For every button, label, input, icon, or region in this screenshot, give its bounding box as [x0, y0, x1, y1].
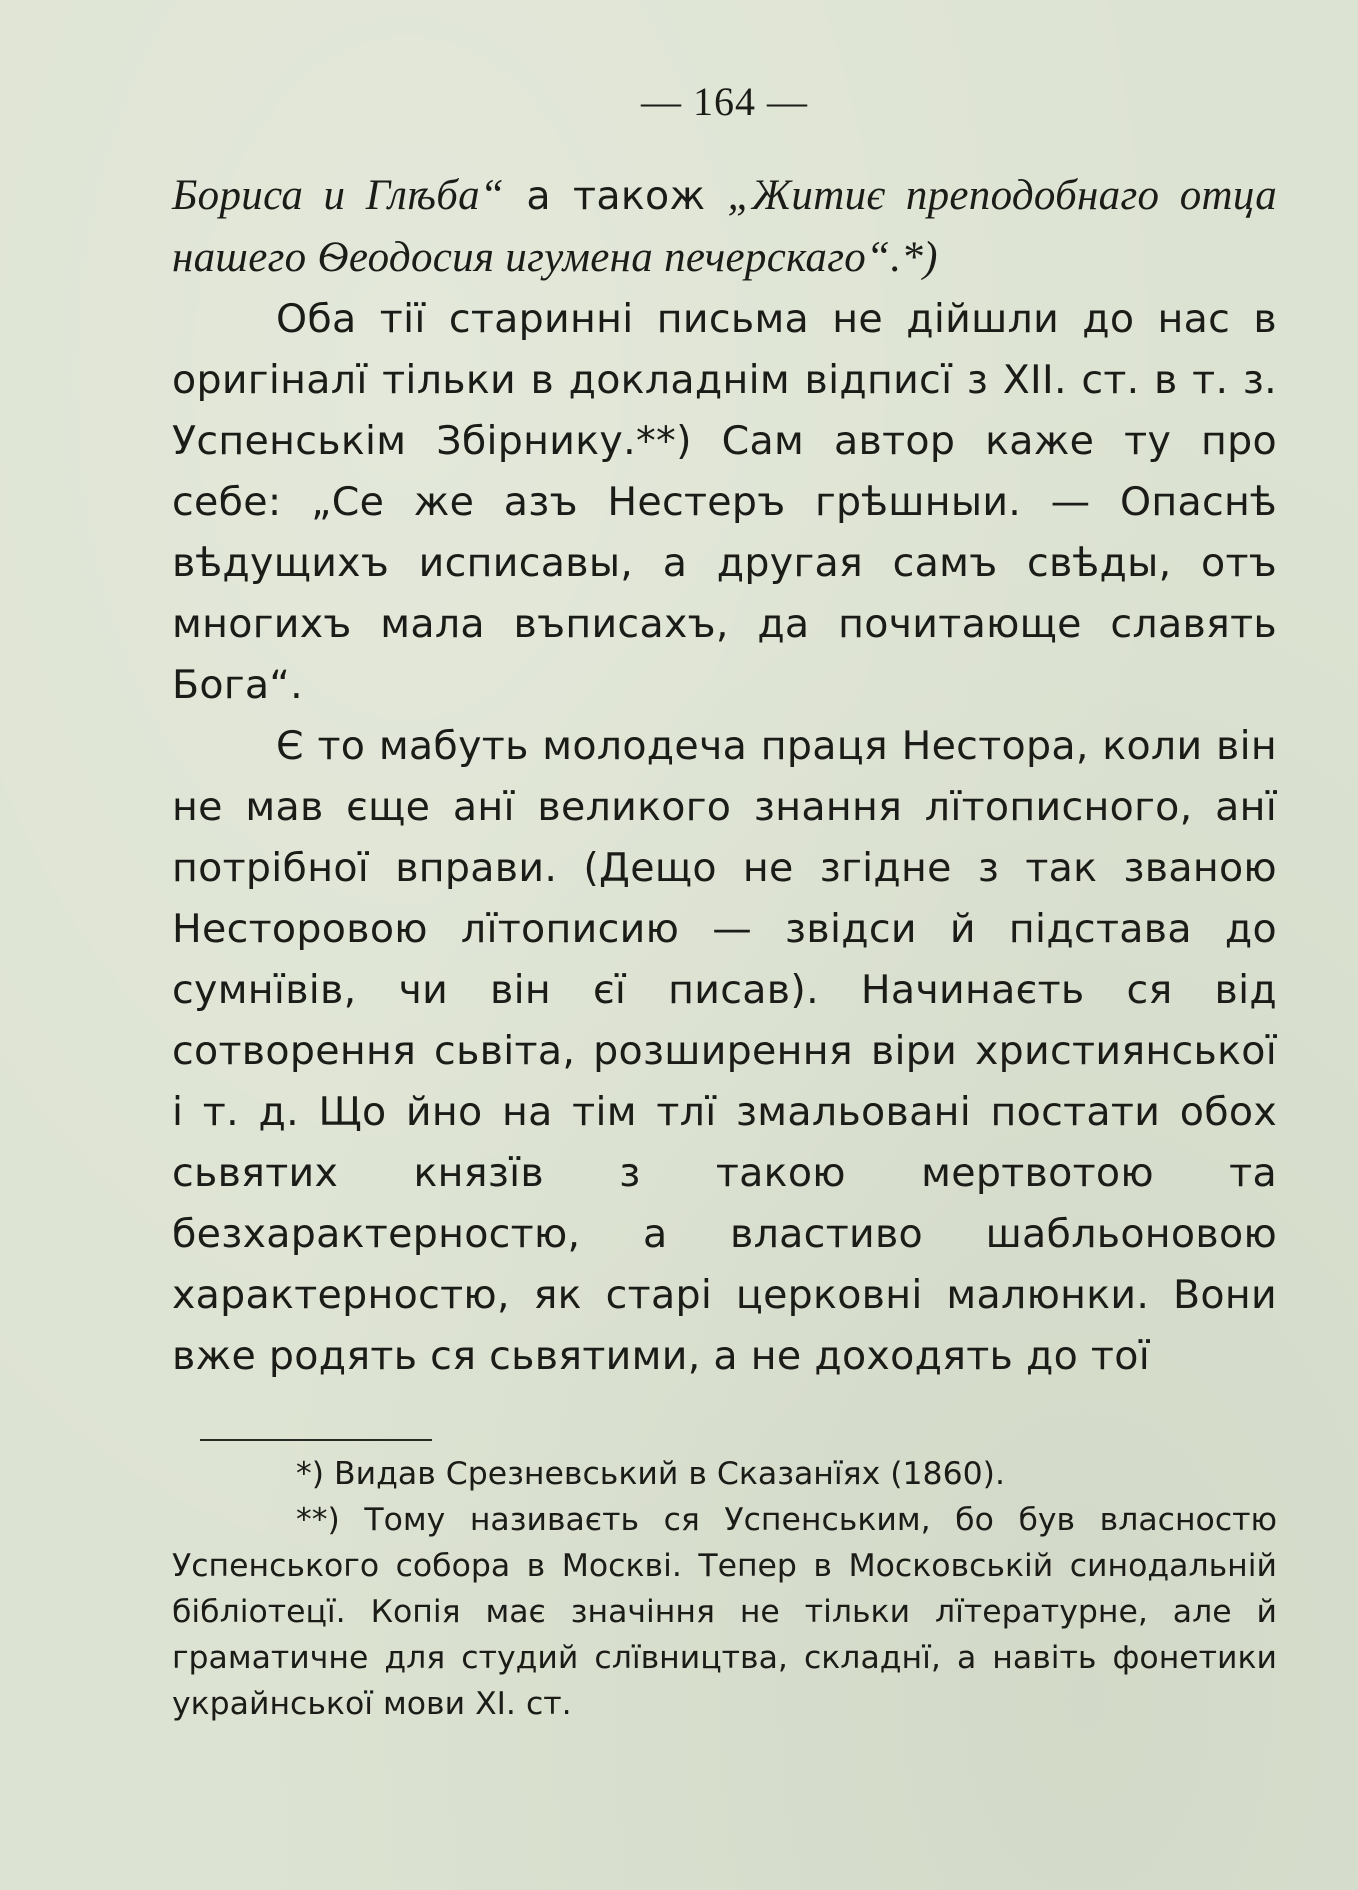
italic-title-2: „Житиє преподобнаго отца нашего Ѳеодосия игумена печерскаго“.*)	[172, 172, 1278, 281]
connector-text: а також	[504, 173, 728, 219]
footnote-1: *) Видав Срезневський в Сказанїях (1860).	[296, 1456, 1005, 1492]
book-page	[172, 78, 1277, 1858]
paragraph: Є то мабуть молодеча праця Нестора, коли він не мав єще анї великого знання лїтописного, анї потрібної вправи. (Дещо не згідне з так званою Несторовою лїтописию — звідси й підстава до сумнївів, чи він єї писав). Начинаєть ся від сотворення сьвіта, розширення віри християнської і т. д. Що йно на тім тлї змальовані постати обох сьвятих князїв з такою мертвотою та безхарактерностю, а властиво шабльоновою характерностю, як старі церковні малюнки. Вони вже родять ся сьвятими, а не доходять до тої	[172, 723, 1277, 1379]
main-text	[172, 165, 1277, 1387]
page-number: — 164 —	[641, 79, 808, 124]
footnote-2: **) Тому називаєть ся Успенським, бо був власностю Успенського собора в Москві. Тепер в Московській синодальній бібліотецї. Копія має значіння не тільки лїтературне, але й граматичне для студий слївництва, складнї, а навіть фонетики украйнської мови XI. ст.	[172, 1502, 1277, 1722]
paragraph-continuation	[172, 165, 1277, 289]
footnotes	[172, 1451, 1277, 1727]
italic-title-1: Бориса и Глѣба“	[172, 172, 505, 219]
paragraph: Оба тії старинні письма не дійшли до нас в оригіналї тільки в докладнім відписї з XII. ст. в т. з. Успенськім Збірнику.**) Сам автор каже ту про себе: „Се же азъ Нестеръ грѣшныи. — Опаснѣ вѣдущихъ исписавы, а другая самъ свѣды, отъ многихъ мала въписахъ, да почитающе славять Бога“.	[172, 296, 1277, 708]
footnote-divider	[200, 1439, 432, 1441]
